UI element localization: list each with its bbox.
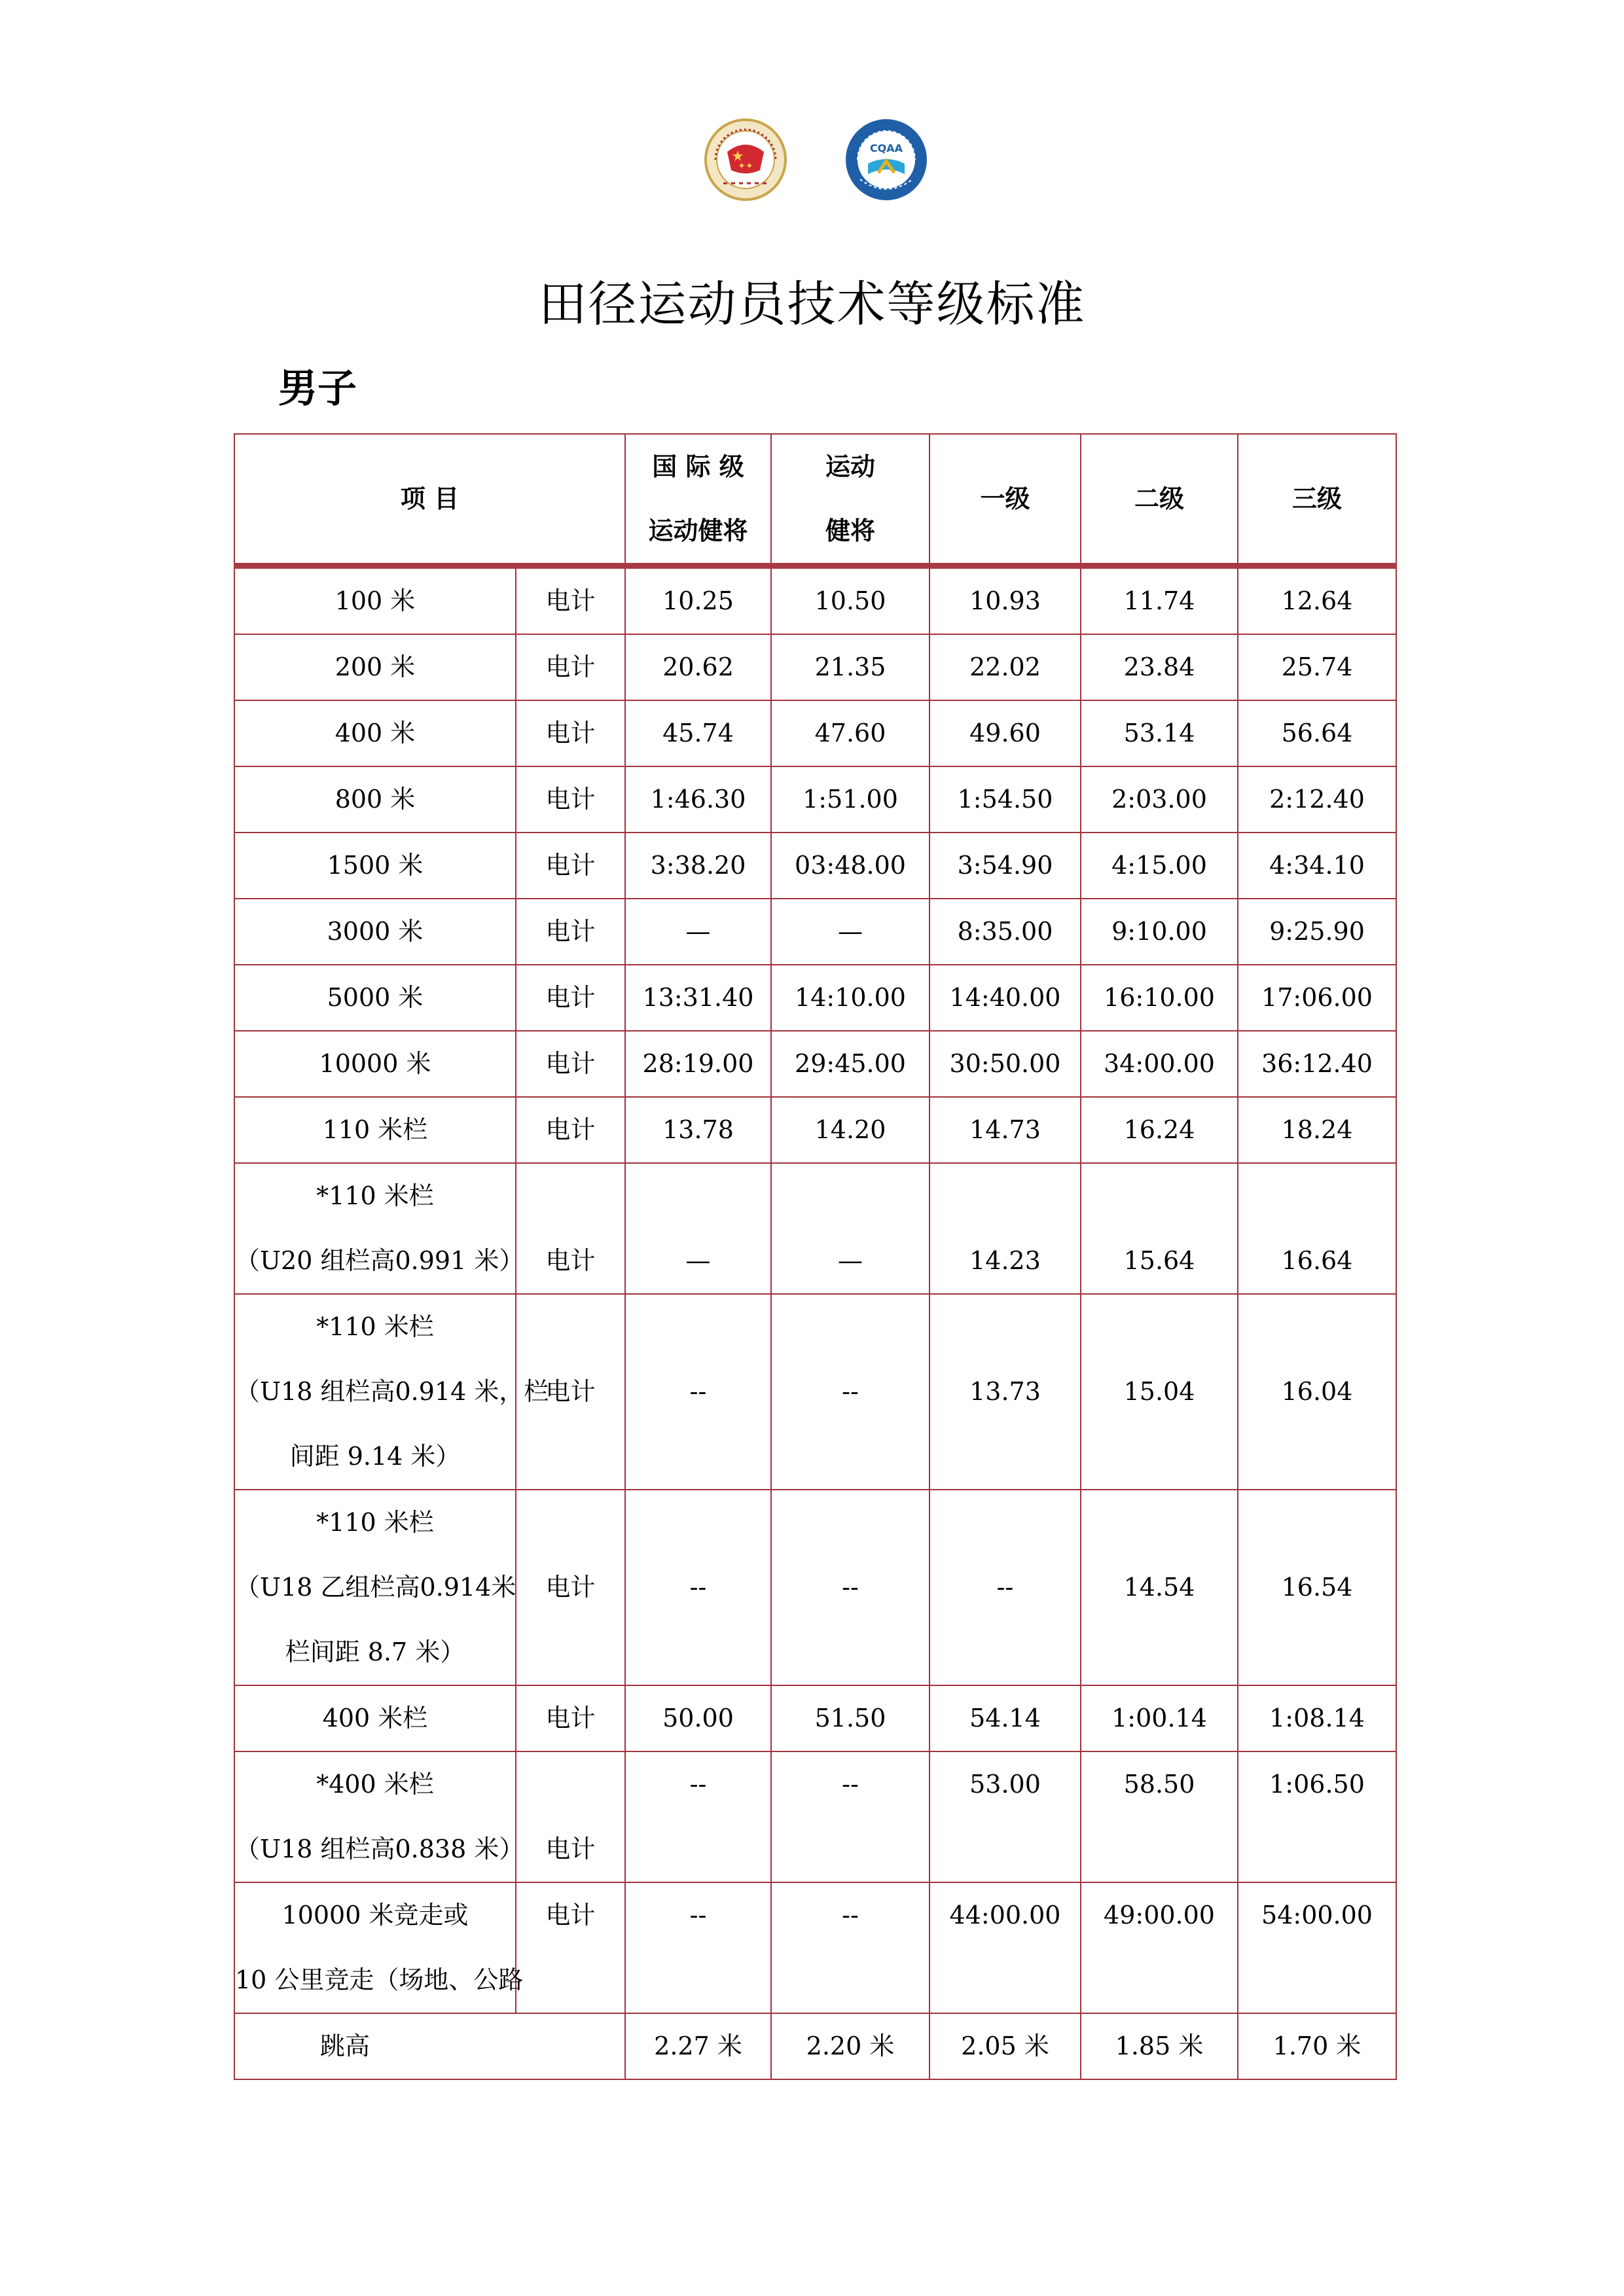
timing-cell: 电计 [516, 1685, 625, 1751]
chinese-athletics-association-logo [704, 118, 787, 202]
value-cell: 53.00 [929, 1751, 1081, 1882]
table-row [234, 1751, 1396, 1882]
table-row [234, 2013, 1396, 2079]
svg-text:✦✦: ✦✦ [738, 161, 753, 171]
table-row [234, 965, 1396, 1031]
table-row [234, 566, 1396, 635]
value-cell: 22.02 [929, 634, 1081, 700]
timing-cell: 电计 [516, 1097, 625, 1163]
value-cell: 58.50 [1081, 1751, 1238, 1882]
table-row [234, 1882, 1396, 2013]
value-cell: 13.73 [929, 1294, 1081, 1490]
header-master: 运动 健将 [771, 434, 929, 566]
table-body [234, 566, 1396, 2080]
event-cell: 110 米栏 [234, 1097, 516, 1163]
value-cell: -- [929, 1490, 1081, 1685]
value-cell: 15.04 [1081, 1294, 1238, 1490]
value-cell: 44:00.00 [929, 1882, 1081, 2013]
value-cell: 16.04 [1238, 1294, 1396, 1490]
value-cell: 13:31.40 [625, 965, 771, 1031]
value-cell: 56.64 [1238, 700, 1396, 766]
timing-cell: 电计 [516, 766, 625, 833]
timing-cell: 电计 [516, 899, 625, 965]
svg-text:CQAA: CQAA [869, 142, 903, 154]
event-cell: 10000 米竞走或 10 公里竞走（场地、公路 [234, 1882, 516, 2013]
table-row [234, 634, 1396, 700]
event-cell: 跳高 [234, 2013, 625, 2079]
value-cell: 34:00.00 [1081, 1031, 1238, 1097]
timing-cell: 电计 [516, 1751, 625, 1882]
value-cell: 10.50 [771, 566, 929, 635]
event-cell: 800 米 [234, 766, 516, 833]
value-cell: 2.20 米 [771, 2013, 929, 2079]
value-cell: 16.24 [1081, 1097, 1238, 1163]
value-cell: 14.73 [929, 1097, 1081, 1163]
event-cell: *110 米栏 （U18 乙组栏高0.914米 栏间距 8.7 米） [234, 1490, 516, 1685]
value-cell: 10.93 [929, 566, 1081, 635]
timing-cell: 电计 [516, 965, 625, 1031]
value-cell: 14.23 [929, 1163, 1081, 1294]
event-cell: 400 米栏 [234, 1685, 516, 1751]
value-cell: 23.84 [1081, 634, 1238, 700]
value-cell: -- [771, 1882, 929, 2013]
value-cell: 10.25 [625, 566, 771, 635]
value-cell: 2:12.40 [1238, 766, 1396, 833]
value-cell: — [625, 1163, 771, 1294]
section-title-men: 男子 [278, 366, 357, 412]
value-cell: 9:25.90 [1238, 899, 1396, 965]
header-level-1: 一级 [929, 434, 1081, 566]
value-cell: 03:48.00 [771, 833, 929, 899]
timing-cell: 电计 [516, 833, 625, 899]
value-cell: 49:00.00 [1081, 1882, 1238, 2013]
value-cell: 14.20 [771, 1097, 929, 1163]
value-cell: 2.27 米 [625, 2013, 771, 2079]
page-title: 田径运动员技术等级标准 [538, 276, 1086, 332]
table-row [234, 766, 1396, 833]
value-cell: 2.05 米 [929, 2013, 1081, 2079]
value-cell: 11.74 [1081, 566, 1238, 635]
timing-cell: 电计 [516, 1490, 625, 1685]
timing-cell: 电计 [516, 1882, 625, 2013]
event-cell: 1500 米 [234, 833, 516, 899]
value-cell: -- [625, 1490, 771, 1685]
timing-cell: 电计 [516, 566, 625, 635]
value-cell: 54:00.00 [1238, 1882, 1396, 2013]
value-cell: 36:12.40 [1238, 1031, 1396, 1097]
timing-cell: 电计 [516, 634, 625, 700]
value-cell: 45.74 [625, 700, 771, 766]
event-cell: 10000 米 [234, 1031, 516, 1097]
value-cell: 20.62 [625, 634, 771, 700]
value-cell: 17:06.00 [1238, 965, 1396, 1031]
value-cell: 1:54.50 [929, 766, 1081, 833]
header-level-2: 二级 [1081, 434, 1238, 566]
value-cell: 1:46.30 [625, 766, 771, 833]
value-cell: — [771, 1163, 929, 1294]
standards-table [234, 433, 1397, 2080]
value-cell: 2:03.00 [1081, 766, 1238, 833]
value-cell: 3:54.90 [929, 833, 1081, 899]
header-international-master: 国 际 级 运动健将 [625, 434, 771, 566]
value-cell: -- [625, 1751, 771, 1882]
table-row [234, 1490, 1396, 1685]
value-cell: — [771, 899, 929, 965]
value-cell: 16.54 [1238, 1490, 1396, 1685]
timing-cell: 电计 [516, 1294, 625, 1490]
logo-bar [0, 118, 1624, 209]
event-cell: 3000 米 [234, 899, 516, 965]
value-cell: 8:35.00 [929, 899, 1081, 965]
value-cell: 12.64 [1238, 566, 1396, 635]
event-cell: *110 米栏 （U20 组栏高0.991 米） [234, 1163, 516, 1294]
value-cell: 51.50 [771, 1685, 929, 1751]
value-cell: 1:00.14 [1081, 1685, 1238, 1751]
value-cell: 15.64 [1081, 1163, 1238, 1294]
timing-cell: 电计 [516, 1163, 625, 1294]
value-cell: 16:10.00 [1081, 965, 1238, 1031]
table-row [234, 1097, 1396, 1163]
event-cell: *110 米栏 （U18 组栏高0.914 米，栏 间距 9.14 米） [234, 1294, 516, 1490]
table-row [234, 700, 1396, 766]
value-cell: 21.35 [771, 634, 929, 700]
value-cell: -- [771, 1294, 929, 1490]
value-cell: -- [771, 1490, 929, 1685]
event-cell: *400 米栏 （U18 组栏高0.838 米） [234, 1751, 516, 1882]
cqaa-logo [844, 118, 928, 202]
value-cell: 1:51.00 [771, 766, 929, 833]
value-cell: 4:15.00 [1081, 833, 1238, 899]
table-row [234, 1294, 1396, 1490]
table-row [234, 899, 1396, 965]
table-row [234, 1685, 1396, 1751]
header-level-3: 三级 [1238, 434, 1396, 566]
timing-cell: 电计 [516, 700, 625, 766]
value-cell: -- [625, 1882, 771, 2013]
value-cell: 54.14 [929, 1685, 1081, 1751]
value-cell: 4:34.10 [1238, 833, 1396, 899]
value-cell: 14.54 [1081, 1490, 1238, 1685]
table-row [234, 1163, 1396, 1294]
event-cell: 400 米 [234, 700, 516, 766]
value-cell: 9:10.00 [1081, 899, 1238, 965]
value-cell: 50.00 [625, 1685, 771, 1751]
value-cell: 53.14 [1081, 700, 1238, 766]
event-cell: 200 米 [234, 634, 516, 700]
value-cell: -- [771, 1751, 929, 1882]
value-cell: 30:50.00 [929, 1031, 1081, 1097]
value-cell: 18.24 [1238, 1097, 1396, 1163]
value-cell: 1:06.50 [1238, 1751, 1396, 1882]
table-row [234, 833, 1396, 899]
value-cell: 25.74 [1238, 634, 1396, 700]
event-cell: 5000 米 [234, 965, 516, 1031]
value-cell: 3:38.20 [625, 833, 771, 899]
value-cell: -- [625, 1294, 771, 1490]
value-cell: 16.64 [1238, 1163, 1396, 1294]
table-row [234, 1031, 1396, 1097]
value-cell: 28:19.00 [625, 1031, 771, 1097]
value-cell: 49.60 [929, 700, 1081, 766]
timing-cell: 电计 [516, 1031, 625, 1097]
table-header [234, 434, 1396, 566]
value-cell: 14:40.00 [929, 965, 1081, 1031]
value-cell: — [625, 899, 771, 965]
value-cell: 1.70 米 [1238, 2013, 1396, 2079]
value-cell: 1:08.14 [1238, 1685, 1396, 1751]
value-cell: 47.60 [771, 700, 929, 766]
value-cell: 29:45.00 [771, 1031, 929, 1097]
value-cell: 14:10.00 [771, 965, 929, 1031]
header-item: 项 目 [234, 434, 625, 566]
value-cell: 13.78 [625, 1097, 771, 1163]
value-cell: 1.85 米 [1081, 2013, 1238, 2079]
event-cell: 100 米 [234, 566, 516, 635]
